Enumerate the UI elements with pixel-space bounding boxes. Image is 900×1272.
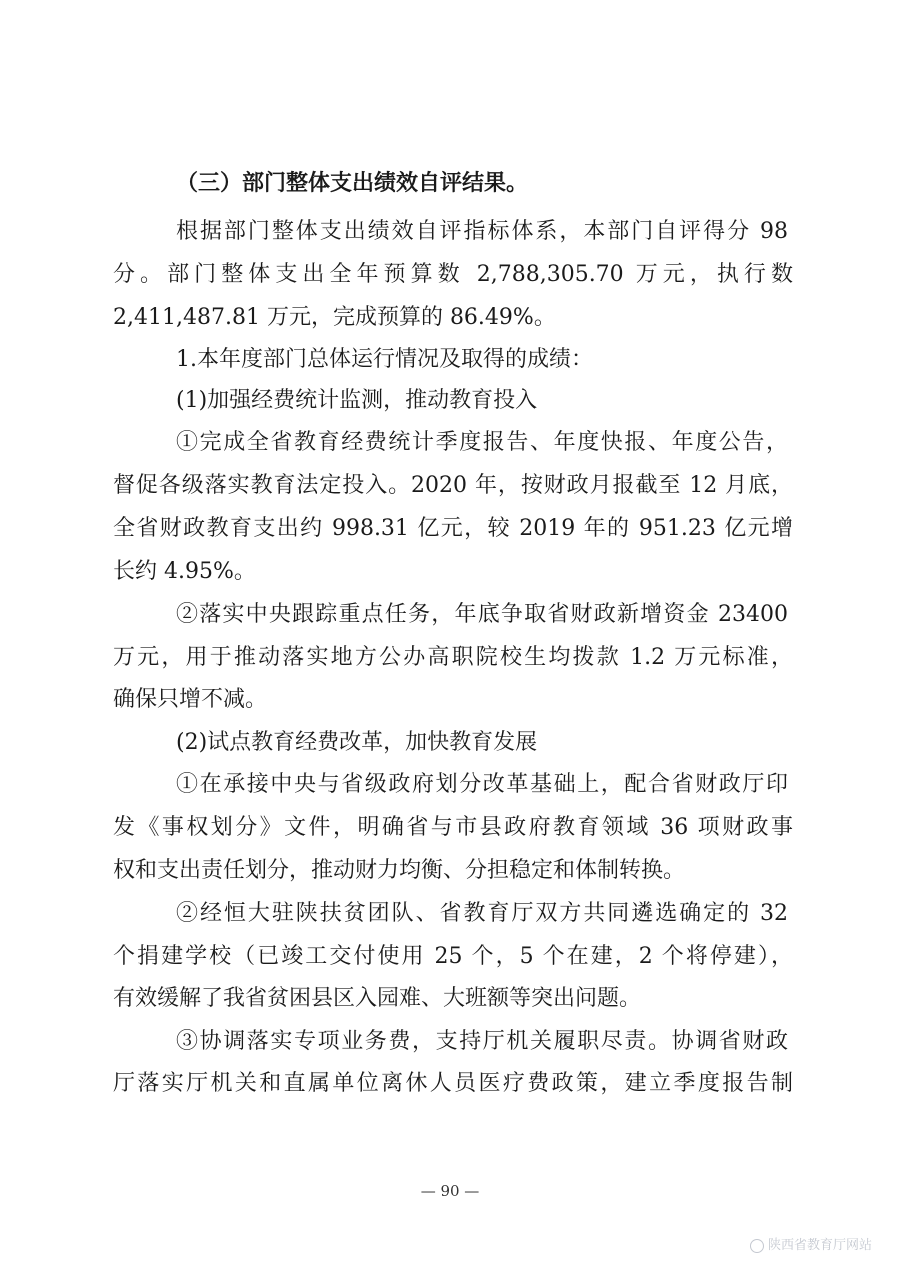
watermark-logo-icon — [750, 1239, 764, 1253]
item-heading: (1)加强经费统计监测，推动教育投入 — [176, 388, 538, 413]
paragraph-line: ③协调落实专项业务费，支持厅机关履职尽责。协调省财政 — [176, 1029, 788, 1054]
paragraph-line: 根据部门整体支出绩效自评指标体系，本部门自评得分 98 — [176, 219, 788, 244]
paragraph-line: ①在承接中央与省级政府划分改革基础上，配合省财政厅印 — [176, 772, 788, 797]
site-watermark — [750, 1234, 895, 1253]
paragraph-line: 2,411,487.81 万元，完成预算的 86.49%。 — [113, 305, 556, 330]
paragraph-line: ②落实中央跟踪重点任务，年底争取省财政新增资金 23400 — [176, 602, 788, 627]
paragraph-line: ①完成全省教育经费统计季度报告、年度快报、年度公告， — [176, 430, 788, 455]
paragraph-line: 万元，用于推动落实地方公办高职院校生均拨款 1.2 万元标准， — [113, 645, 793, 670]
item-heading: (2)试点教育经费改革，加快教育发展 — [176, 730, 538, 755]
watermark-text: 陕西省教育厅网站 — [768, 1238, 873, 1253]
paragraph-line: 分。部门整体支出全年预算数 2,788,305.70 万元，执行数 — [113, 262, 793, 287]
paragraph-line: 权和支出责任划分，推动财力均衡、分担稳定和体制转换。 — [113, 858, 686, 883]
paragraph-line: 有效缓解了我省贫困县区入园难、大班额等突出问题。 — [113, 986, 642, 1011]
paragraph-line: 确保只增不减。 — [113, 687, 268, 712]
subsection-heading: 1.本年度部门总体运行情况及取得的成绩： — [176, 347, 593, 372]
paragraph-line: 全省财政教育支出约 998.31 亿元，较 2019 年的 951.23 亿元增 — [113, 516, 793, 541]
section-heading: （三）部门整体支出绩效自评结果。 — [176, 170, 529, 196]
paragraph-line: 个捐建学校（已竣工交付使用 25 个，5 个在建，2 个将停建）， — [113, 944, 793, 969]
paragraph-line: 厅落实厅机关和直属单位离休人员医疗费政策，建立季度报告制 — [113, 1071, 793, 1096]
paragraph-line: 督促各级落实教育法定投入。2020 年，按财政月报截至 12 月底， — [113, 473, 793, 498]
paragraph-line: 发《事权划分》文件，明确省与市县政府教育领域 36 项财政事 — [113, 815, 793, 840]
page-number: — 90 — — [420, 1182, 480, 1200]
paragraph-line: 长约 4.95%。 — [113, 559, 256, 584]
paragraph-line: ②经恒大驻陕扶贫团队、省教育厅双方共同遴选确定的 32 — [176, 901, 788, 926]
